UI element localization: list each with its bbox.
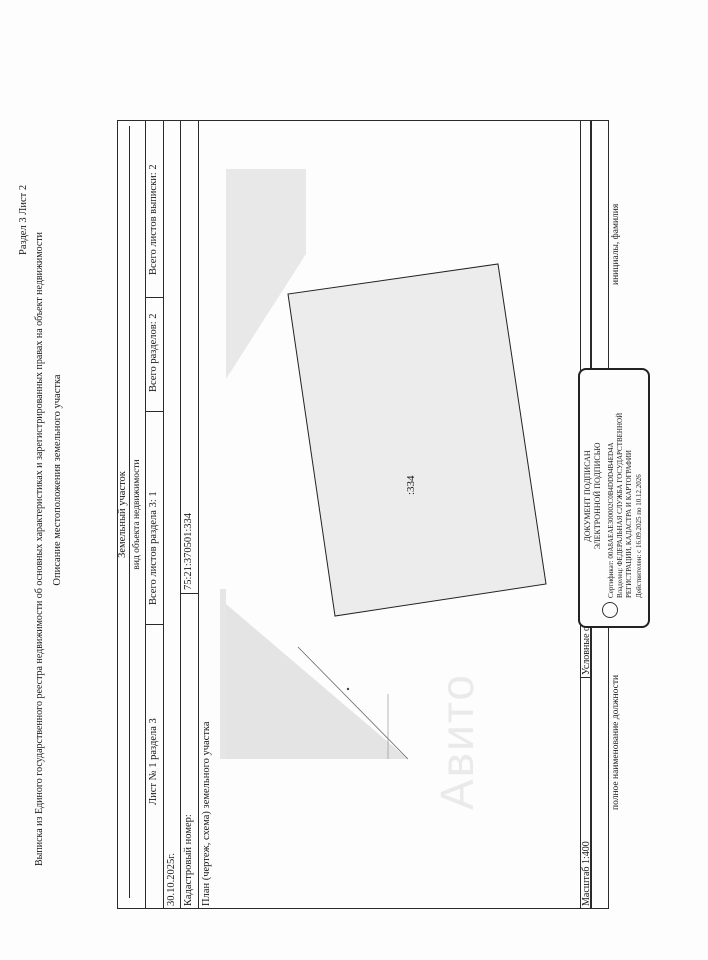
row-divider-3	[180, 120, 181, 909]
cadastral-divider	[180, 593, 198, 594]
parcel-label: :334	[405, 475, 417, 495]
plan-title: План (чертеж, схема) земельного участка	[201, 721, 212, 906]
total-sheets-extract: Всего листов выписки: 2	[148, 164, 159, 275]
total-sections: Всего разделов: 2	[148, 313, 159, 392]
stamp-line-1: ДОКУМЕНТ ПОДПИСАН	[583, 450, 592, 542]
object-kind-underline	[129, 126, 130, 898]
position-caption: полное наименование должности	[611, 674, 621, 810]
section-sheet-number: Раздел 3 Лист 2	[18, 184, 29, 255]
emblem-icon	[602, 602, 618, 618]
scale-legend-divider	[580, 677, 591, 678]
neighbour-parcel-upper-right	[226, 169, 306, 379]
stamp-owner: Владелец: ФЕДЕРАЛЬНАЯ СЛУЖБА ГОСУДАРСТВЕННОЙ	[616, 412, 624, 598]
cadastral-number: 75:21:370501:334	[183, 512, 194, 590]
sheet-of-section: Лист № 1 раздела 3	[148, 718, 159, 805]
total-sheets-section: Всего листов раздела 3: 1	[148, 491, 159, 605]
neighbour-parcel-top	[220, 589, 226, 759]
reference-point	[347, 688, 349, 690]
row-divider-1	[145, 120, 146, 909]
parcel-334	[288, 264, 546, 616]
object-kind-caption: вид объекта недвижимости	[132, 459, 142, 570]
row-divider-2	[163, 120, 164, 909]
info-cell-divider-3	[145, 297, 163, 298]
stamp-cert: Сертификат: 00А8АЕАЕ300002C0B4DDD4B4ED4A	[607, 442, 615, 598]
plan-drawing	[198, 120, 580, 909]
document-subtitle: Описание местоположения земельного участка	[52, 374, 63, 586]
object-kind: Земельный участок	[117, 471, 128, 558]
scale-label: Масштаб 1:400	[581, 841, 592, 906]
neighbour-parcel-left	[226, 604, 408, 759]
signature-caption: инициалы, фамилия	[611, 203, 621, 285]
stamp-line-2: ЭЛЕКТРОННОЙ ПОДПИСЬЮ	[593, 442, 602, 550]
watermark: Авито	[431, 673, 483, 810]
stamp-owner-2: РЕГИСТРАЦИИ, КАДАСТРА И КАРТОГРАФИИ	[625, 450, 633, 598]
info-cell-divider-1	[145, 624, 163, 625]
info-cell-divider-2	[145, 411, 163, 412]
document-title: Выписка из Единого государственного реестра недвижимости об основных характеристиках и зарегистрированных правах на объект недвижимости	[34, 231, 45, 866]
e-signature-stamp	[578, 368, 650, 628]
cadastral-label: Кадастровый номер:	[183, 814, 194, 906]
stamp-valid: Действителен: с 16.09.2025 по 10.12.2026	[635, 474, 643, 598]
issue-date: 30.10.2025г.	[166, 853, 177, 906]
